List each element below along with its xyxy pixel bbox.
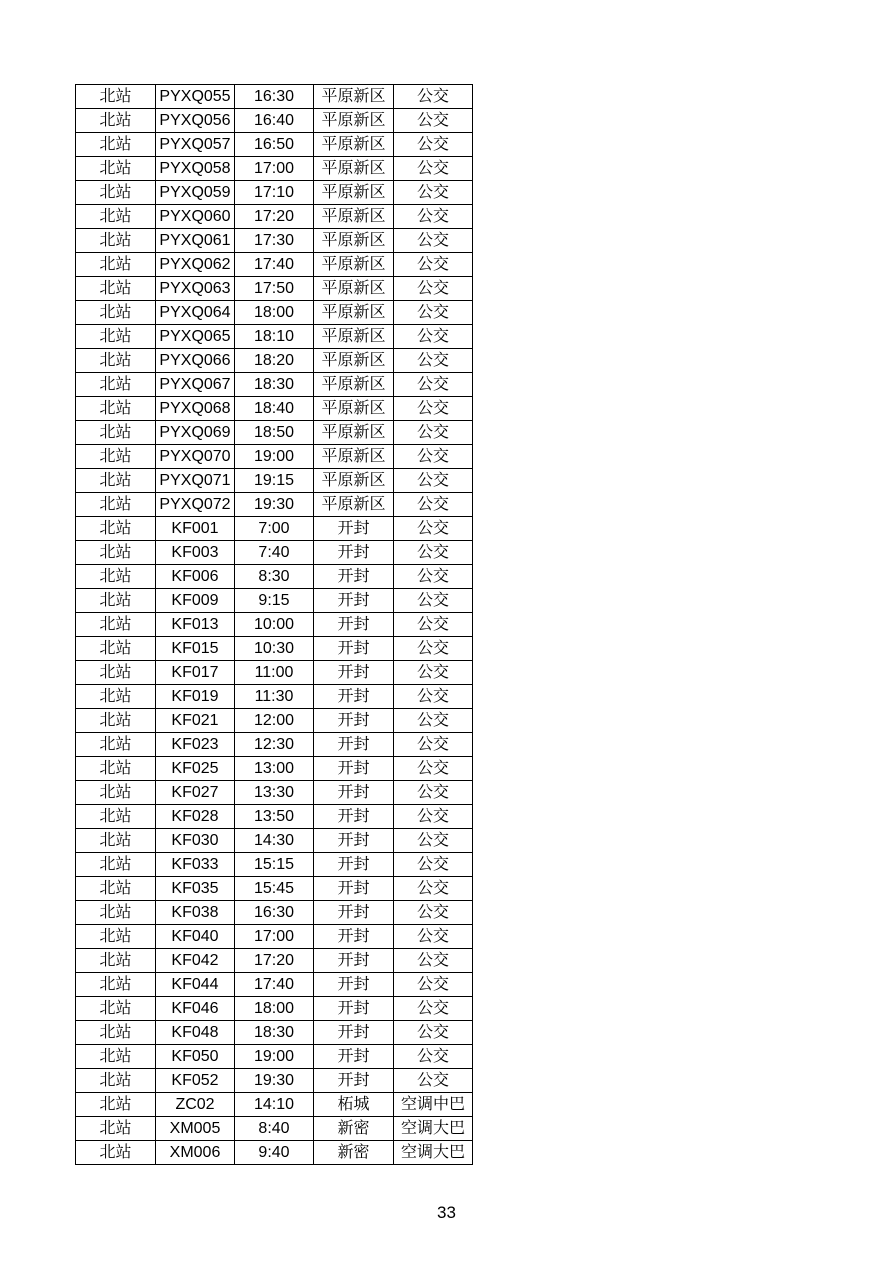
- vehicle-type-cell: 公交: [394, 685, 473, 709]
- destination-cell: 平原新区: [314, 133, 394, 157]
- vehicle-type-cell: 公交: [394, 493, 473, 517]
- destination-cell: 开封: [314, 805, 394, 829]
- departure-time-cell: 7:40: [235, 541, 314, 565]
- station-cell: 北站: [76, 373, 156, 397]
- table-row: [76, 229, 473, 253]
- vehicle-type-cell: 公交: [394, 1021, 473, 1045]
- destination-cell: 平原新区: [314, 445, 394, 469]
- vehicle-type-cell: 公交: [394, 589, 473, 613]
- table-row: [76, 1045, 473, 1069]
- vehicle-type-cell: 公交: [394, 229, 473, 253]
- station-cell: 北站: [76, 517, 156, 541]
- vehicle-type-cell: 公交: [394, 661, 473, 685]
- departure-time-cell: 9:15: [235, 589, 314, 613]
- destination-cell: 开封: [314, 733, 394, 757]
- route-code-cell: KF001: [156, 517, 235, 541]
- station-cell: 北站: [76, 205, 156, 229]
- route-code-cell: KF042: [156, 949, 235, 973]
- departure-time-cell: 18:50: [235, 421, 314, 445]
- route-code-cell: XM006: [156, 1141, 235, 1165]
- table-row: [76, 253, 473, 277]
- vehicle-type-cell: 公交: [394, 85, 473, 109]
- route-code-cell: ZC02: [156, 1093, 235, 1117]
- table-row: [76, 181, 473, 205]
- station-cell: 北站: [76, 781, 156, 805]
- vehicle-type-cell: 公交: [394, 349, 473, 373]
- route-code-cell: PYXQ069: [156, 421, 235, 445]
- table-row: [76, 709, 473, 733]
- vehicle-type-cell: 公交: [394, 277, 473, 301]
- destination-cell: 开封: [314, 589, 394, 613]
- departure-time-cell: 17:00: [235, 157, 314, 181]
- destination-cell: 开封: [314, 853, 394, 877]
- departure-time-cell: 19:30: [235, 1069, 314, 1093]
- route-code-cell: KF009: [156, 589, 235, 613]
- destination-cell: 平原新区: [314, 373, 394, 397]
- departure-time-cell: 19:15: [235, 469, 314, 493]
- route-code-cell: PYXQ072: [156, 493, 235, 517]
- departure-time-cell: 17:10: [235, 181, 314, 205]
- station-cell: 北站: [76, 301, 156, 325]
- station-cell: 北站: [76, 1093, 156, 1117]
- table-row: [76, 397, 473, 421]
- destination-cell: 开封: [314, 613, 394, 637]
- destination-cell: 平原新区: [314, 181, 394, 205]
- destination-cell: 平原新区: [314, 157, 394, 181]
- vehicle-type-cell: 公交: [394, 253, 473, 277]
- table-row: [76, 301, 473, 325]
- route-code-cell: KF038: [156, 901, 235, 925]
- schedule-table-body: [76, 85, 473, 1165]
- route-code-cell: KF033: [156, 853, 235, 877]
- table-row: [76, 685, 473, 709]
- route-code-cell: KF044: [156, 973, 235, 997]
- destination-cell: 开封: [314, 637, 394, 661]
- station-cell: 北站: [76, 445, 156, 469]
- station-cell: 北站: [76, 661, 156, 685]
- vehicle-type-cell: 公交: [394, 733, 473, 757]
- departure-time-cell: 18:10: [235, 325, 314, 349]
- table-row: [76, 205, 473, 229]
- departure-time-cell: 17:50: [235, 277, 314, 301]
- vehicle-type-cell: 公交: [394, 901, 473, 925]
- route-code-cell: KF015: [156, 637, 235, 661]
- destination-cell: 开封: [314, 541, 394, 565]
- departure-time-cell: 15:15: [235, 853, 314, 877]
- destination-cell: 平原新区: [314, 109, 394, 133]
- destination-cell: 开封: [314, 661, 394, 685]
- route-code-cell: KF040: [156, 925, 235, 949]
- vehicle-type-cell: 公交: [394, 973, 473, 997]
- destination-cell: 平原新区: [314, 301, 394, 325]
- vehicle-type-cell: 公交: [394, 997, 473, 1021]
- destination-cell: 开封: [314, 877, 394, 901]
- departure-time-cell: 18:40: [235, 397, 314, 421]
- departure-time-cell: 18:30: [235, 1021, 314, 1045]
- departure-time-cell: 9:40: [235, 1141, 314, 1165]
- destination-cell: 开封: [314, 565, 394, 589]
- table-row: [76, 829, 473, 853]
- vehicle-type-cell: 公交: [394, 133, 473, 157]
- destination-cell: 开封: [314, 829, 394, 853]
- destination-cell: 开封: [314, 997, 394, 1021]
- destination-cell: 开封: [314, 757, 394, 781]
- station-cell: 北站: [76, 277, 156, 301]
- station-cell: 北站: [76, 709, 156, 733]
- departure-time-cell: 17:30: [235, 229, 314, 253]
- table-row: [76, 541, 473, 565]
- departure-time-cell: 8:30: [235, 565, 314, 589]
- destination-cell: 开封: [314, 901, 394, 925]
- route-code-cell: PYXQ055: [156, 85, 235, 109]
- route-code-cell: PYXQ070: [156, 445, 235, 469]
- destination-cell: 开封: [314, 973, 394, 997]
- route-code-cell: KF003: [156, 541, 235, 565]
- departure-time-cell: 18:20: [235, 349, 314, 373]
- table-row: [76, 1069, 473, 1093]
- route-code-cell: PYXQ064: [156, 301, 235, 325]
- destination-cell: 平原新区: [314, 493, 394, 517]
- station-cell: 北站: [76, 589, 156, 613]
- table-row: [76, 757, 473, 781]
- route-code-cell: PYXQ068: [156, 397, 235, 421]
- departure-time-cell: 19:00: [235, 445, 314, 469]
- route-code-cell: KF023: [156, 733, 235, 757]
- table-row: [76, 325, 473, 349]
- route-code-cell: PYXQ065: [156, 325, 235, 349]
- route-code-cell: KF035: [156, 877, 235, 901]
- bus-schedule-table: [75, 84, 473, 1165]
- departure-time-cell: 18:00: [235, 301, 314, 325]
- destination-cell: 开封: [314, 949, 394, 973]
- table-row: [76, 421, 473, 445]
- destination-cell: 开封: [314, 925, 394, 949]
- departure-time-cell: 17:40: [235, 973, 314, 997]
- departure-time-cell: 16:30: [235, 85, 314, 109]
- vehicle-type-cell: 公交: [394, 853, 473, 877]
- vehicle-type-cell: 公交: [394, 757, 473, 781]
- route-code-cell: KF019: [156, 685, 235, 709]
- table-row: [76, 637, 473, 661]
- station-cell: 北站: [76, 997, 156, 1021]
- station-cell: 北站: [76, 541, 156, 565]
- vehicle-type-cell: 公交: [394, 709, 473, 733]
- departure-time-cell: 17:00: [235, 925, 314, 949]
- station-cell: 北站: [76, 877, 156, 901]
- route-code-cell: KF013: [156, 613, 235, 637]
- station-cell: 北站: [76, 733, 156, 757]
- station-cell: 北站: [76, 757, 156, 781]
- route-code-cell: PYXQ058: [156, 157, 235, 181]
- departure-time-cell: 13:50: [235, 805, 314, 829]
- vehicle-type-cell: 公交: [394, 877, 473, 901]
- departure-time-cell: 15:45: [235, 877, 314, 901]
- station-cell: 北站: [76, 421, 156, 445]
- departure-time-cell: 12:00: [235, 709, 314, 733]
- destination-cell: 开封: [314, 1021, 394, 1045]
- vehicle-type-cell: 公交: [394, 181, 473, 205]
- route-code-cell: PYXQ060: [156, 205, 235, 229]
- station-cell: 北站: [76, 109, 156, 133]
- destination-cell: 平原新区: [314, 397, 394, 421]
- route-code-cell: KF030: [156, 829, 235, 853]
- departure-time-cell: 14:10: [235, 1093, 314, 1117]
- station-cell: 北站: [76, 253, 156, 277]
- route-code-cell: KF050: [156, 1045, 235, 1069]
- departure-time-cell: 11:30: [235, 685, 314, 709]
- departure-time-cell: 18:30: [235, 373, 314, 397]
- departure-time-cell: 17:20: [235, 949, 314, 973]
- table-row: [76, 949, 473, 973]
- route-code-cell: PYXQ067: [156, 373, 235, 397]
- destination-cell: 平原新区: [314, 325, 394, 349]
- vehicle-type-cell: 公交: [394, 613, 473, 637]
- station-cell: 北站: [76, 637, 156, 661]
- station-cell: 北站: [76, 229, 156, 253]
- destination-cell: 开封: [314, 685, 394, 709]
- table-row: [76, 1117, 473, 1141]
- station-cell: 北站: [76, 325, 156, 349]
- destination-cell: 平原新区: [314, 469, 394, 493]
- vehicle-type-cell: 公交: [394, 205, 473, 229]
- route-code-cell: PYXQ057: [156, 133, 235, 157]
- route-code-cell: KF048: [156, 1021, 235, 1045]
- vehicle-type-cell: 公交: [394, 949, 473, 973]
- route-code-cell: KF028: [156, 805, 235, 829]
- table-row: [76, 85, 473, 109]
- vehicle-type-cell: 公交: [394, 397, 473, 421]
- departure-time-cell: 18:00: [235, 997, 314, 1021]
- departure-time-cell: 10:00: [235, 613, 314, 637]
- vehicle-type-cell: 公交: [394, 325, 473, 349]
- station-cell: 北站: [76, 493, 156, 517]
- departure-time-cell: 16:50: [235, 133, 314, 157]
- route-code-cell: PYXQ056: [156, 109, 235, 133]
- station-cell: 北站: [76, 613, 156, 637]
- station-cell: 北站: [76, 157, 156, 181]
- route-code-cell: PYXQ071: [156, 469, 235, 493]
- table-row: [76, 613, 473, 637]
- vehicle-type-cell: 公交: [394, 301, 473, 325]
- table-row: [76, 1021, 473, 1045]
- station-cell: 北站: [76, 925, 156, 949]
- vehicle-type-cell: 公交: [394, 469, 473, 493]
- departure-time-cell: 7:00: [235, 517, 314, 541]
- station-cell: 北站: [76, 853, 156, 877]
- table-row: [76, 853, 473, 877]
- station-cell: 北站: [76, 901, 156, 925]
- departure-time-cell: 19:00: [235, 1045, 314, 1069]
- route-code-cell: PYXQ059: [156, 181, 235, 205]
- destination-cell: 新密: [314, 1117, 394, 1141]
- vehicle-type-cell: 空调大巴: [394, 1141, 473, 1165]
- destination-cell: 开封: [314, 1045, 394, 1069]
- table-row: [76, 277, 473, 301]
- station-cell: 北站: [76, 469, 156, 493]
- table-row: [76, 661, 473, 685]
- destination-cell: 平原新区: [314, 85, 394, 109]
- departure-time-cell: 10:30: [235, 637, 314, 661]
- route-code-cell: XM005: [156, 1117, 235, 1141]
- route-code-cell: KF006: [156, 565, 235, 589]
- destination-cell: 平原新区: [314, 421, 394, 445]
- table-row: [76, 445, 473, 469]
- table-row: [76, 373, 473, 397]
- table-row: [76, 1093, 473, 1117]
- vehicle-type-cell: 公交: [394, 109, 473, 133]
- destination-cell: 平原新区: [314, 277, 394, 301]
- route-code-cell: KF046: [156, 997, 235, 1021]
- destination-cell: 平原新区: [314, 253, 394, 277]
- table-row: [76, 805, 473, 829]
- departure-time-cell: 11:00: [235, 661, 314, 685]
- station-cell: 北站: [76, 685, 156, 709]
- route-code-cell: PYXQ062: [156, 253, 235, 277]
- destination-cell: 平原新区: [314, 229, 394, 253]
- table-row: [76, 349, 473, 373]
- table-row: [76, 781, 473, 805]
- vehicle-type-cell: 公交: [394, 421, 473, 445]
- vehicle-type-cell: 公交: [394, 805, 473, 829]
- vehicle-type-cell: 公交: [394, 541, 473, 565]
- destination-cell: 开封: [314, 1069, 394, 1093]
- route-code-cell: KF017: [156, 661, 235, 685]
- station-cell: 北站: [76, 1117, 156, 1141]
- vehicle-type-cell: 公交: [394, 1045, 473, 1069]
- destination-cell: 平原新区: [314, 205, 394, 229]
- station-cell: 北站: [76, 85, 156, 109]
- vehicle-type-cell: 公交: [394, 445, 473, 469]
- destination-cell: 新密: [314, 1141, 394, 1165]
- route-code-cell: KF052: [156, 1069, 235, 1093]
- station-cell: 北站: [76, 1021, 156, 1045]
- departure-time-cell: 12:30: [235, 733, 314, 757]
- vehicle-type-cell: 公交: [394, 829, 473, 853]
- vehicle-type-cell: 公交: [394, 781, 473, 805]
- station-cell: 北站: [76, 397, 156, 421]
- vehicle-type-cell: 空调中巴: [394, 1093, 473, 1117]
- table-row: [76, 517, 473, 541]
- table-row: [76, 733, 473, 757]
- route-code-cell: KF021: [156, 709, 235, 733]
- table-row: [76, 901, 473, 925]
- page-number: 33: [437, 1203, 456, 1222]
- vehicle-type-cell: 公交: [394, 517, 473, 541]
- departure-time-cell: 16:40: [235, 109, 314, 133]
- route-code-cell: PYXQ061: [156, 229, 235, 253]
- departure-time-cell: 16:30: [235, 901, 314, 925]
- station-cell: 北站: [76, 133, 156, 157]
- station-cell: 北站: [76, 565, 156, 589]
- table-row: [76, 589, 473, 613]
- station-cell: 北站: [76, 949, 156, 973]
- table-row: [76, 493, 473, 517]
- route-code-cell: PYXQ066: [156, 349, 235, 373]
- route-code-cell: KF027: [156, 781, 235, 805]
- station-cell: 北站: [76, 1045, 156, 1069]
- station-cell: 北站: [76, 1069, 156, 1093]
- departure-time-cell: 17:40: [235, 253, 314, 277]
- vehicle-type-cell: 公交: [394, 925, 473, 949]
- destination-cell: 开封: [314, 781, 394, 805]
- departure-time-cell: 17:20: [235, 205, 314, 229]
- table-row: [76, 877, 473, 901]
- table-row: [76, 469, 473, 493]
- vehicle-type-cell: 公交: [394, 373, 473, 397]
- table-row: [76, 133, 473, 157]
- departure-time-cell: 8:40: [235, 1117, 314, 1141]
- vehicle-type-cell: 空调大巴: [394, 1117, 473, 1141]
- station-cell: 北站: [76, 805, 156, 829]
- table-row: [76, 565, 473, 589]
- vehicle-type-cell: 公交: [394, 565, 473, 589]
- departure-time-cell: 14:30: [235, 829, 314, 853]
- departure-time-cell: 13:30: [235, 781, 314, 805]
- departure-time-cell: 13:00: [235, 757, 314, 781]
- station-cell: 北站: [76, 829, 156, 853]
- station-cell: 北站: [76, 181, 156, 205]
- route-code-cell: KF025: [156, 757, 235, 781]
- departure-time-cell: 19:30: [235, 493, 314, 517]
- destination-cell: 开封: [314, 709, 394, 733]
- station-cell: 北站: [76, 973, 156, 997]
- vehicle-type-cell: 公交: [394, 1069, 473, 1093]
- route-code-cell: PYXQ063: [156, 277, 235, 301]
- table-row: [76, 925, 473, 949]
- vehicle-type-cell: 公交: [394, 637, 473, 661]
- station-cell: 北站: [76, 1141, 156, 1165]
- destination-cell: 开封: [314, 517, 394, 541]
- table-row: [76, 973, 473, 997]
- destination-cell: 柘城: [314, 1093, 394, 1117]
- table-row: [76, 997, 473, 1021]
- vehicle-type-cell: 公交: [394, 157, 473, 181]
- table-row: [76, 1141, 473, 1165]
- station-cell: 北站: [76, 349, 156, 373]
- table-row: [76, 109, 473, 133]
- destination-cell: 平原新区: [314, 349, 394, 373]
- table-row: [76, 157, 473, 181]
